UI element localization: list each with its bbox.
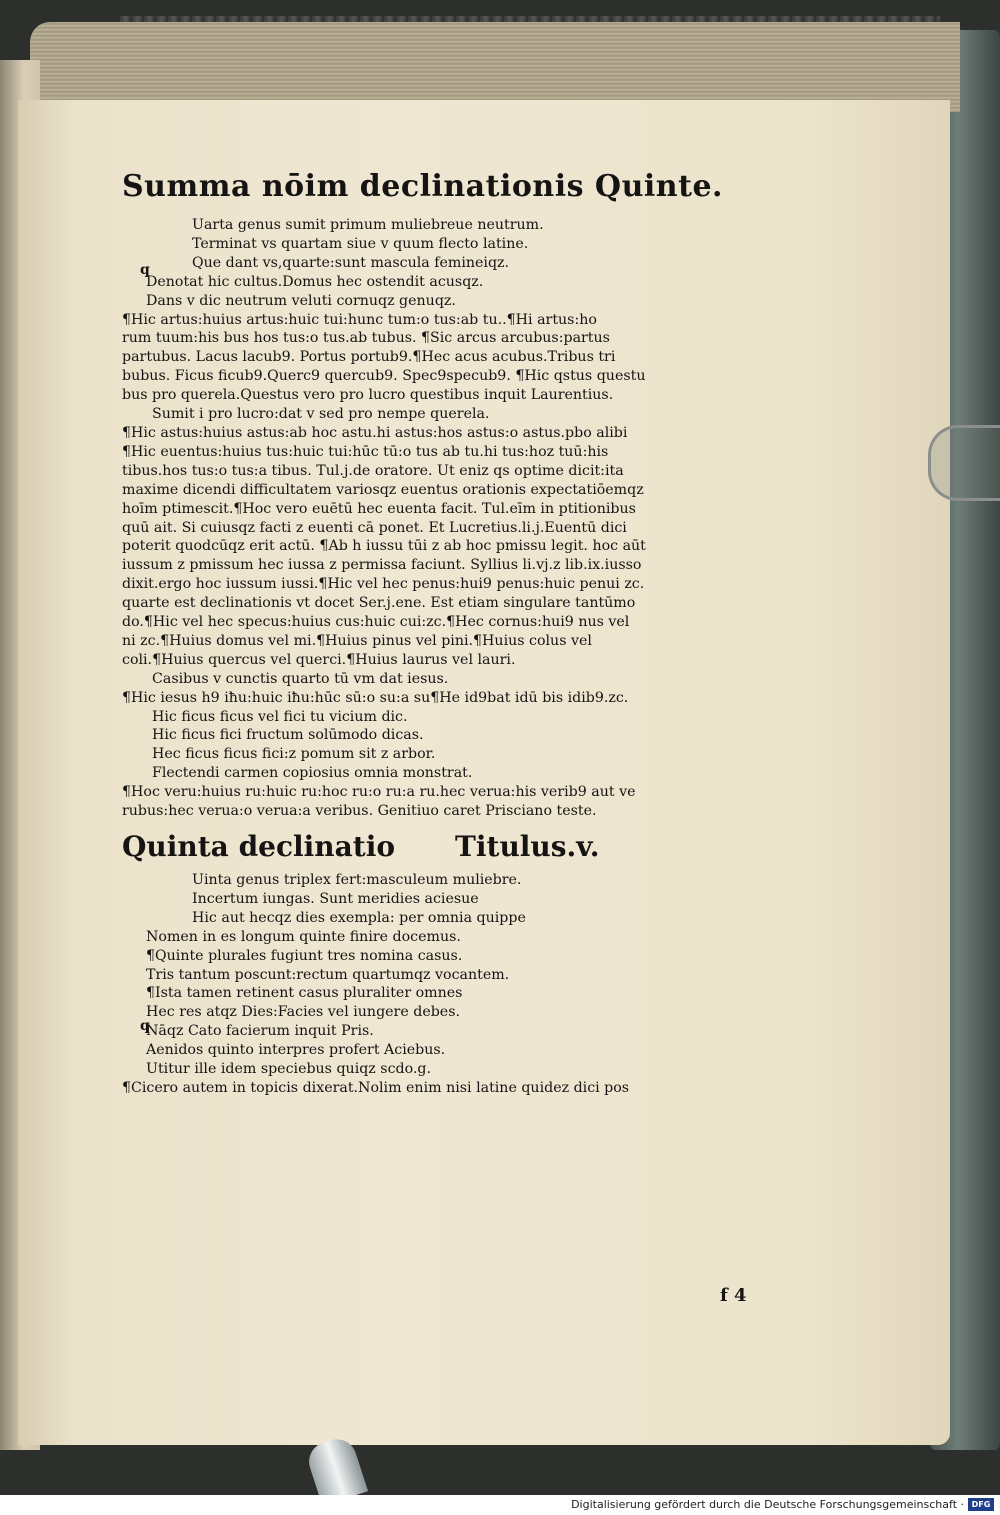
text-line: Tris tantum poscunt:rectum quartumqz vocantem. xyxy=(146,966,510,983)
text-line: ¶Cicero autem in topicis dixerat.Nolim enim nisi latine quidez dici pos xyxy=(122,1079,630,1096)
text-line: ¶Hic euentus:huius tus:huic tui:hūc tū:o tus ab tu.hi tus:hoz tuū:his xyxy=(122,443,609,460)
text-line: Incertum iungas. Sunt meridies aciesue xyxy=(192,890,479,907)
text-line: coli.¶Huius quercus vel querci.¶Huius laurus vel lauri. xyxy=(122,651,516,668)
text-line: Nāqz Cato facierum inquit Pris. xyxy=(146,1023,374,1040)
text-line: Hic ficus ficus vel fici tu vicium dic. xyxy=(152,708,408,725)
text-line: ¶Ista tamen retinent casus pluraliter omnes xyxy=(146,985,463,1002)
text-line: ¶Quinte plurales fugiunt tres nomina casus. xyxy=(146,947,463,964)
signature-mark: f 4 xyxy=(720,1285,747,1306)
page-edges xyxy=(30,22,960,112)
text-line: quarte est declinationis vt docet Ser.j.ene. Est etiam singulare tantūmo xyxy=(122,595,636,612)
text-line: ¶Hic artus:huius artus:huic tui:hunc tum:o tus:ab tu..¶Hi artus:ho xyxy=(122,311,597,328)
heading-left: Quinta declinatio xyxy=(122,830,396,863)
text-line: Aenidos quinto interpres profert Aciebus. xyxy=(146,1042,446,1059)
text-line: Casibus v cunctis quarto tū vm dat iesus. xyxy=(152,670,449,687)
margin-letter: q xyxy=(140,1018,150,1034)
text-line: rum tuum:his bus hos tus:o tus.ab tubus. ¶Sic arcus arcubus:partus xyxy=(122,330,610,347)
text-line: Uinta genus triplex fert:masculeum muliebre. xyxy=(192,872,522,888)
text-line: rubus:hec verua:o verua:a veribus. Genitiuo caret Prisciano teste. xyxy=(122,803,597,820)
text-line: Uarta genus sumit primum muliebreue neutrum. xyxy=(192,217,544,233)
heading-right: Titulus.v. xyxy=(455,830,600,863)
text-line: Hec res atqz Dies:Facies vel iungere debes. xyxy=(146,1004,460,1021)
text-line: Flectendi carmen copiosius omnia monstrat. xyxy=(152,765,473,782)
text-line: ni zc.¶Huius domus vel mi.¶Huius pinus vel pini.¶Huius colus vel xyxy=(122,632,592,649)
text-line: Nomen in es longum quinte finire docemus. xyxy=(146,928,461,945)
text-line: maxime dicendi difficultatem variosqz euentus orationis expectatiōemqz xyxy=(122,481,644,498)
text-line: ¶Hoc veru:huius ru:huic ru:hoc ru:o ru:a ru.hec verua:his verib9 aut ve xyxy=(122,784,636,801)
text-line: Utitur ille idem speciebus quiqz scdo.g. xyxy=(146,1061,431,1078)
section-heading xyxy=(122,827,812,867)
text-line: Hic aut hecqz dies exempla: per omnia quippe xyxy=(192,909,526,926)
book-clasp xyxy=(928,425,1000,501)
text-line: Dans v dic neutrum veluti cornuqz genuqz. xyxy=(146,292,456,309)
footer-credit: Digitalisierung gefördert durch die Deutsche Forschungsgemeinschaft · xyxy=(571,1498,964,1511)
text-line: Que dant vs,quarte:sunt mascula femineiqz. xyxy=(192,254,510,271)
dfg-logo: DFG xyxy=(968,1498,994,1511)
text-line: Hec ficus ficus fici:z pomum sit z arbor. xyxy=(152,746,436,763)
section-quarta xyxy=(122,216,812,821)
text-line: tibus.hos tus:o tus:a tibus. Tul.j.de oratore. Ut eniz qs optime dicit:ita xyxy=(122,462,624,479)
text-line: partubus. Lacus lacub9. Portus portub9.¶Hec acus acubus.Tribus tri xyxy=(122,349,616,366)
margin-letter: q xyxy=(140,262,150,278)
footer-bar xyxy=(0,1495,1000,1515)
text-line: iussum z pmissum hec iussa z permissa faciunt. Syllius li.vj.z lib.ix.iusso xyxy=(122,557,642,574)
text-line: do.¶Hic vel hec specus:huius cus:huic cui:zc.¶Hec cornus:hui9 nus vel xyxy=(122,614,630,631)
page-text xyxy=(122,168,812,1098)
text-line: Sumit i pro lucro:dat v sed pro nempe querela. xyxy=(152,406,490,423)
text-line: ¶Hic astus:huius astus:ab hoc astu.hi astus:hos astus:o astus.pbo alibi xyxy=(122,424,628,441)
text-line: Denotat hic cultus.Domus hec ostendit acusqz. xyxy=(146,273,484,290)
text-line: ¶Hic iesus h9 iħu:huic iħu:hūc sū:o su:a su¶He id9bat idū bis idib9.zc. xyxy=(122,689,629,706)
text-line: poterit quodcūqz erit actū. ¶Ab h iussu tūi z ab hoc pmissu legit. hoc aūt xyxy=(122,538,646,555)
page-title: Summa nōim declinationis Quinte. xyxy=(122,169,723,204)
text-line: bus pro querela.Questus vero pro lucro questibus inquit Laurentius. xyxy=(122,387,614,404)
text-line: Hic ficus fici fructum solūmodo dicas. xyxy=(152,727,424,744)
text-line: dixit.ergo hoc iussum iussi.¶Hic vel hec penus:hui9 penus:huic penui zc. xyxy=(122,576,645,593)
section-quinta xyxy=(122,871,812,1098)
text-line: bubus. Ficus ficub9.Querc9 quercub9. Spec9specub9. ¶Hic qstus questu xyxy=(122,368,646,385)
text-line: Terminat vs quartam siue v quum flecto latine. xyxy=(192,235,529,252)
text-line: quū ait. Si cuiusqz facti z euenti cā ponet. Et Lucretius.li.j.Euentū dici xyxy=(122,519,627,536)
text-line: hoīm ptimescit.¶Hoc vero euētū hec euenta facit. Tul.eīm in ptitionibus xyxy=(122,500,636,517)
